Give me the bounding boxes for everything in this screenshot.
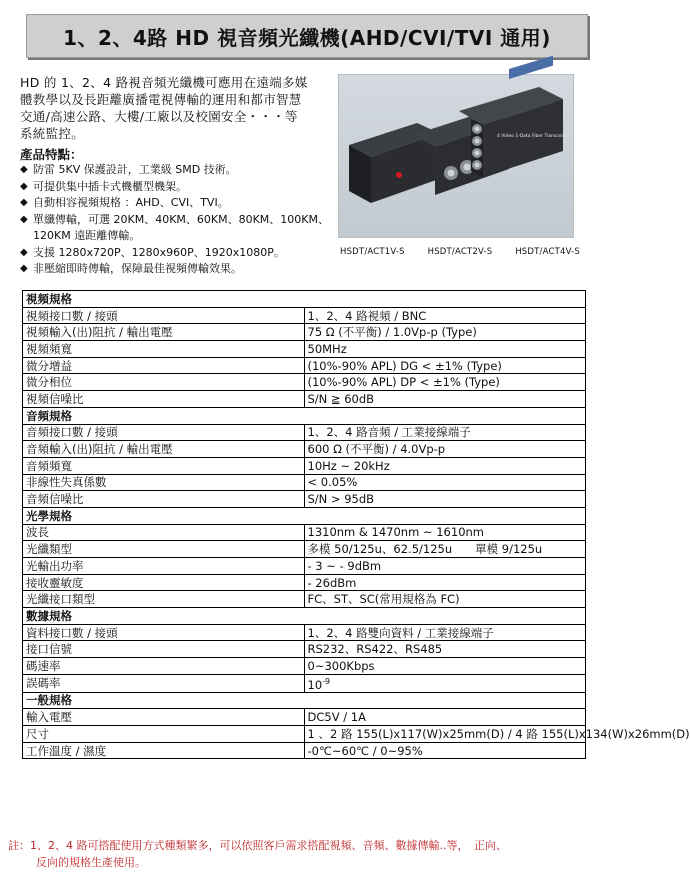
spec-row	[23, 491, 586, 508]
spec-section-row	[23, 507, 586, 524]
spec-row	[23, 391, 586, 408]
diamond-bullet-icon: ◆	[20, 180, 28, 192]
spec-value: 0~300Kbps	[304, 658, 586, 675]
spec-label: 碼速率	[23, 658, 305, 675]
spec-row	[23, 574, 586, 591]
spec-label: 音頻信噪比	[23, 491, 305, 508]
spec-label: 誤碼率	[23, 674, 305, 692]
device-label: 4 Video 1-Data Fiber Transceiver	[497, 134, 571, 139]
spec-row	[23, 658, 586, 675]
spec-row	[23, 709, 586, 726]
diamond-bullet-icon: ◆	[20, 246, 28, 258]
spec-row	[23, 357, 586, 374]
spec-row	[23, 441, 586, 458]
spec-row	[23, 591, 586, 608]
spec-label: 音頻頻寬	[23, 457, 305, 474]
spec-section-row	[23, 692, 586, 709]
intro-paragraph: HD 的 1、2、4 路視音頻光纖機可應用在遠端多媒體教學以及長距離廣播電視傳輸的運用和都市智慧交通/高速公路、大樓/工廠以及校園安全・・・等系統監控。	[20, 75, 308, 141]
spec-label: 光纖類型	[23, 541, 305, 558]
spec-section-row	[23, 608, 586, 625]
spec-value: S/N > 95dB	[304, 491, 586, 508]
footnote-line: 反向的規格生產使用。	[36, 856, 146, 869]
spec-row	[23, 541, 586, 558]
spec-value: FC、ST、SC(常用規格為 FC)	[304, 591, 586, 608]
feature-item	[20, 212, 340, 245]
feature-text: 非壓縮即時傳輸，保障最佳視頻傳輸效果。	[33, 262, 242, 275]
product-photo	[338, 74, 574, 238]
spec-label: 視頻接口數 / 接頭	[23, 307, 305, 324]
feature-text: 可提供集中插卡式機櫃型機架。	[33, 179, 187, 193]
spec-value: 10Hz ~ 20kHz	[304, 457, 586, 474]
spec-value: (10%-90% APL) DG < ±1% (Type)	[304, 357, 586, 374]
diamond-bullet-icon: ◆	[20, 164, 28, 175]
diamond-bullet-icon: ◆	[20, 263, 28, 274]
spec-row	[23, 457, 586, 474]
spec-value: 75 Ω (不平衡) / 1.0Vp-p (Type)	[304, 324, 586, 341]
feature-text: 防雷 5KV 保護設計，工業級 SMD 技術。	[33, 163, 237, 176]
spec-value: DC5V / 1A	[304, 709, 586, 726]
spec-row	[23, 324, 586, 341]
spec-value: 1310nm & 1470nm ~ 1610nm	[304, 524, 586, 541]
spec-row	[23, 374, 586, 391]
page-title: 1、2、4路 HD 視音頻光纖機(AHD/CVI/TVI 通用)	[26, 14, 588, 58]
spec-row	[23, 624, 586, 641]
spec-row	[23, 641, 586, 658]
spec-row	[23, 524, 586, 541]
spec-label: 光輸出功率	[23, 558, 305, 575]
spec-value: 1 、2 路 155(L)x117(W)x25mm(D) / 4 路 155(L)x134(W)x26mm(D)	[304, 726, 586, 743]
model-captions	[340, 247, 580, 257]
spec-table	[22, 290, 690, 759]
spec-section-title: 數據規格	[23, 608, 586, 625]
spec-value: (10%-90% APL) DP < ±1% (Type)	[304, 374, 586, 391]
spec-label: 尺寸	[23, 726, 305, 743]
spec-value: 50MHz	[304, 341, 586, 358]
feature-item	[20, 195, 340, 212]
diamond-bullet-icon: ◆	[20, 213, 28, 225]
spec-section-title: 一般規格	[23, 692, 586, 709]
spec-label: 微分增益	[23, 357, 305, 374]
spec-value: < 0.05%	[304, 474, 586, 491]
spec-label: 波長	[23, 524, 305, 541]
spec-label: 非線性失真係數	[23, 474, 305, 491]
spec-value: - 26dBm	[304, 574, 586, 591]
spec-section-title: 視頻規格	[23, 291, 586, 308]
spec-label: 視頻輸入(出)阻抗 / 輸出電壓	[23, 324, 305, 341]
spec-row	[23, 742, 586, 759]
spec-value: RS232、RS422、RS485	[304, 641, 586, 658]
features-list	[20, 162, 340, 278]
spec-label: 音頻接口數 / 接頭	[23, 424, 305, 441]
spec-value: 600 Ω (不平衡) / 4.0Vp-p	[304, 441, 586, 458]
footnote-line: 註：1、2、4 路可搭配使用方式種類繁多，可以依照客戶需求搭配視頻、音頻、數據傳輸..等， 正向、	[8, 839, 507, 852]
feature-item	[20, 162, 340, 179]
footnote	[8, 837, 598, 871]
features-heading: 產品特點：	[20, 147, 83, 162]
spec-section-title: 光學規格	[23, 507, 586, 524]
spec-row	[23, 424, 586, 441]
spec-value: 1、2、4 路音頻 / 工業接線端子	[304, 424, 586, 441]
feature-text: 自動相容視頻規格 ：AHD、CVI、TVI。	[33, 196, 229, 209]
spec-value: $10^{-9}$	[304, 674, 586, 692]
transceiver-illustration	[339, 75, 573, 237]
spec-row	[23, 474, 586, 491]
feature-text: 單纖傳輸，可選 20KM、40KM、60KM、80KM、100KM、120KM 遠距離傳輸。	[33, 212, 330, 242]
spec-label: 工作溫度 / 濕度	[23, 742, 305, 759]
feature-item	[20, 261, 340, 278]
spec-label: 微分相位	[23, 374, 305, 391]
model-caption: HSDT/ACT2V-S	[427, 247, 493, 257]
spec-value: - 3 ~ - 9dBm	[304, 558, 586, 575]
spec-row	[23, 674, 586, 692]
spec-value: S/N ≧ 60dB	[304, 391, 586, 408]
model-caption: HSDT/ACT4V-S	[515, 247, 580, 257]
spec-row	[23, 726, 586, 743]
spec-row	[23, 307, 586, 324]
feature-item	[20, 179, 340, 196]
spec-section-row	[23, 291, 586, 308]
spec-row	[23, 558, 586, 575]
spec-label: 視頻頻寬	[23, 341, 305, 358]
spec-section-title: 音頻規格	[23, 407, 586, 424]
spec-label: 資料接口數 / 接頭	[23, 624, 305, 641]
spec-value: 1、2、4 路視頻 / BNC	[304, 307, 586, 324]
feature-text: 支援 1280x720P、1280x960P、1920x1080P。	[33, 245, 285, 259]
spec-row	[23, 341, 586, 358]
spec-value: -0℃~60℃ / 0~95%	[304, 742, 586, 759]
spec-label: 接收靈敏度	[23, 574, 305, 591]
feature-item	[20, 245, 340, 262]
diamond-bullet-icon: ◆	[20, 197, 28, 208]
spec-label: 視頻信噪比	[23, 391, 305, 408]
model-caption: HSDT/ACT1V-S	[340, 247, 405, 257]
spec-label: 接口信號	[23, 641, 305, 658]
spec-value: 多模 50/125u、62.5/125u 單模 9/125u	[304, 541, 586, 558]
spec-label: 音頻輸入(出)阻抗 / 輸出電壓	[23, 441, 305, 458]
spec-label: 輸入電壓	[23, 709, 305, 726]
spec-label: 光纖接口類型	[23, 591, 305, 608]
spec-value: 1、2、4 路雙向資料 / 工業接線端子	[304, 624, 586, 641]
spec-section-row	[23, 407, 586, 424]
